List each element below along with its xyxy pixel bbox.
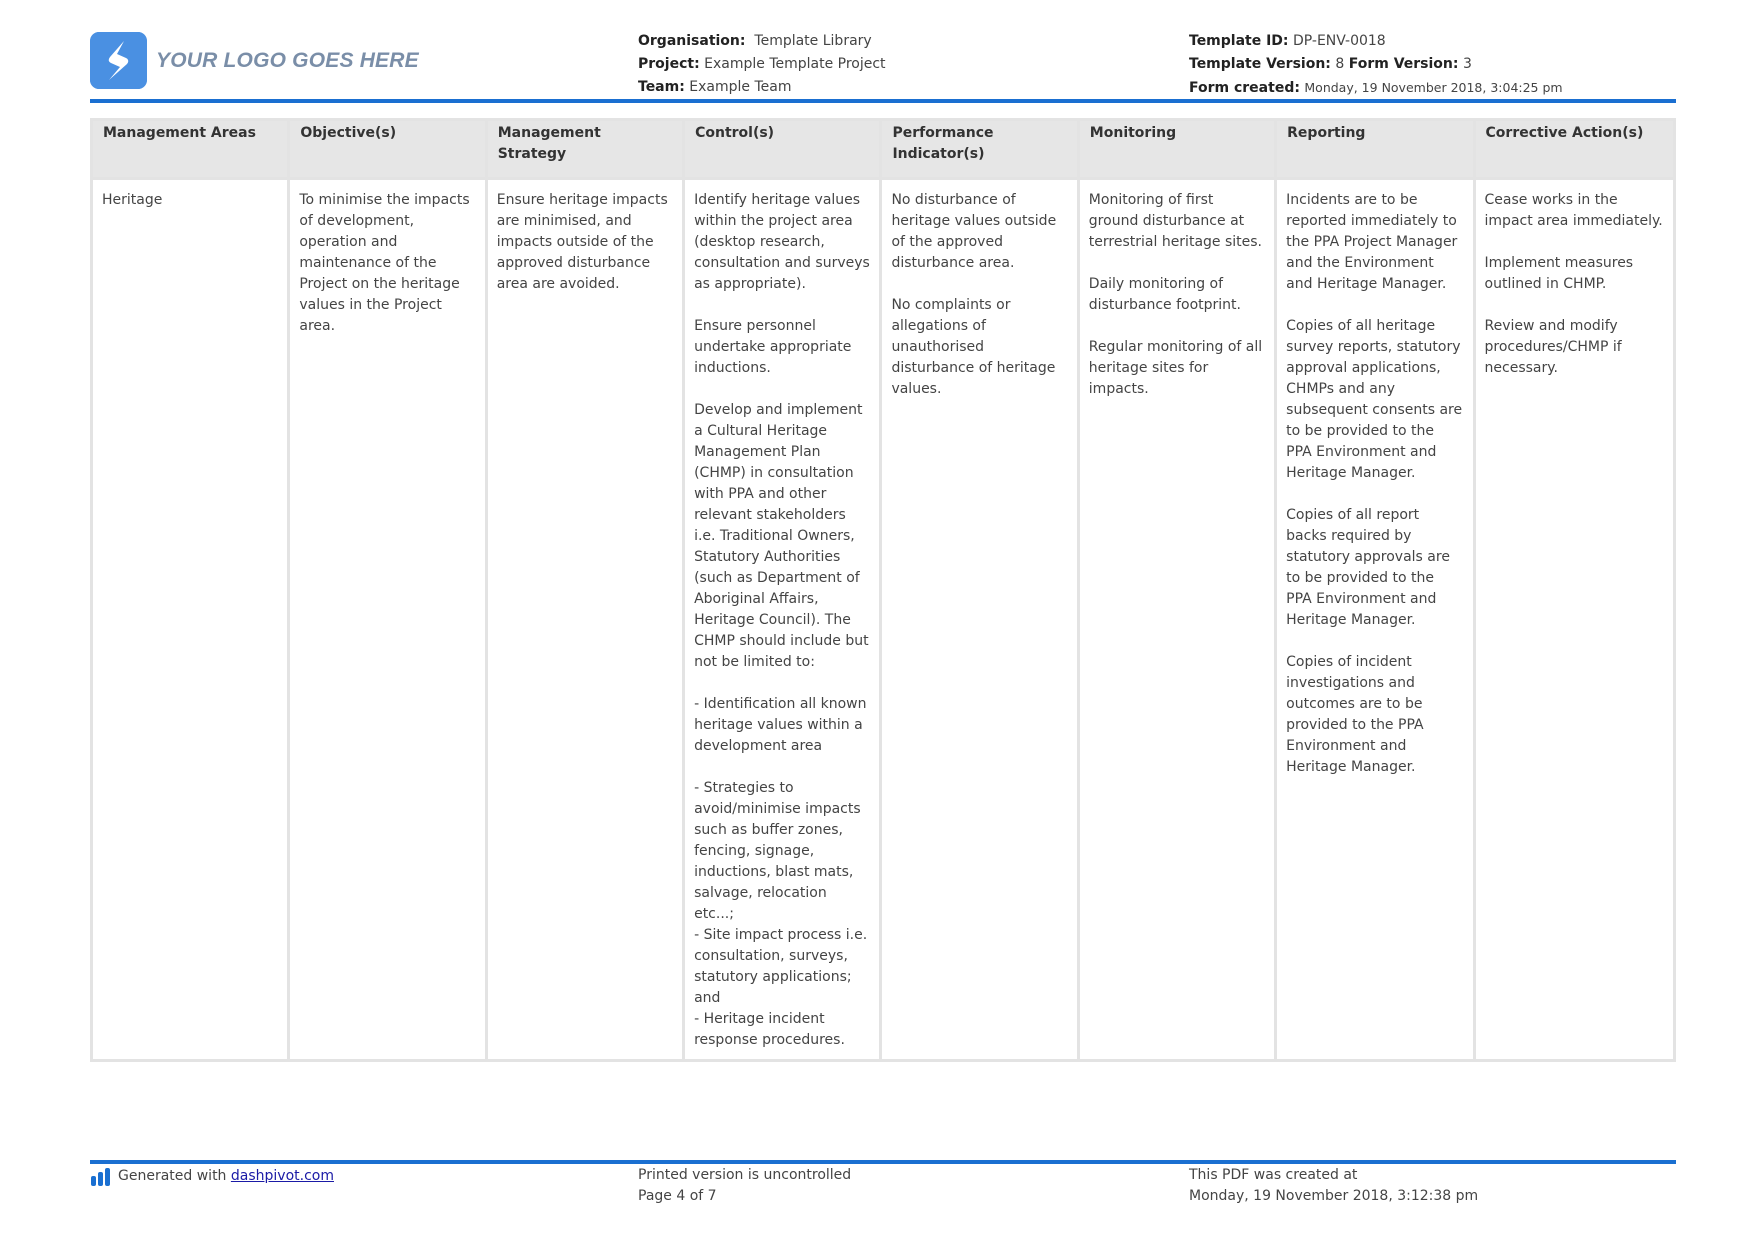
pdf-created-label: This PDF was created at bbox=[1189, 1167, 1358, 1183]
form-created-row bbox=[1189, 76, 1563, 100]
table-row bbox=[92, 179, 1675, 1061]
dashpivot-icon bbox=[90, 1167, 112, 1187]
form-created-label: Form created: bbox=[1189, 80, 1300, 96]
column-header: Management Areas bbox=[92, 120, 289, 179]
table-cell-reporting: Incidents are to be reported immediately to the PPA Project Manager and the Environment and Heritage Manager. Copies of all heritage survey reports, statutory approval applications, CHMPs and any subsequent consents are to be provided to the PPA Environment and Heritage Manager. Copies of all report backs required by statutory approvals are to be provided to the PPA Environment and Heritage Manager. Copies of incident investigations and outcomes are to be provided to the PPA Environment and Heritage Manager. bbox=[1276, 179, 1474, 1061]
template-version-value: 8 bbox=[1335, 56, 1345, 72]
footer-center bbox=[638, 1165, 851, 1207]
column-header: Corrective Action(s) bbox=[1474, 120, 1674, 179]
header-meta-center bbox=[638, 30, 886, 99]
organisation-label: Organisation: bbox=[638, 33, 746, 49]
column-header: Control(s) bbox=[684, 120, 881, 179]
project-row bbox=[638, 53, 886, 76]
form-created-value: Monday, 19 November 2018, 3:04:25 pm bbox=[1304, 80, 1563, 95]
table-header-row bbox=[92, 120, 1675, 179]
generated-prefix: Generated with bbox=[118, 1167, 227, 1184]
logo-icon bbox=[90, 32, 147, 89]
page-number: Page 4 of 7 bbox=[638, 1188, 717, 1204]
table-cell-performance-indicators: No disturbance of heritage values outside of the approved disturbance area. No complaints or allegations of unauthorised disturbance of heritage values. bbox=[881, 179, 1078, 1061]
organisation-value: Template Library bbox=[754, 33, 872, 49]
form-version-label: Form Version: bbox=[1348, 56, 1459, 72]
table-cell-corrective-actions: Cease works in the impact area immediately. Implement measures outlined in CHMP. Review and modify procedures/CHMP if necessary. bbox=[1474, 179, 1674, 1061]
logo bbox=[90, 32, 419, 89]
pdf-created-value: Monday, 19 November 2018, 3:12:38 pm bbox=[1189, 1188, 1479, 1204]
template-id-value: DP-ENV-0018 bbox=[1292, 33, 1386, 49]
project-label: Project: bbox=[638, 56, 700, 72]
team-value: Example Team bbox=[689, 79, 792, 95]
version-row bbox=[1189, 53, 1563, 76]
column-header: Monitoring bbox=[1078, 120, 1275, 179]
table-cell-objectives: To minimise the impacts of development, operation and maintenance of the Project on the heritage values in the Project area. bbox=[289, 179, 486, 1061]
header-divider bbox=[90, 99, 1676, 103]
project-value: Example Template Project bbox=[704, 56, 886, 72]
column-header: Management Strategy bbox=[486, 120, 683, 179]
column-header: Performance Indicator(s) bbox=[881, 120, 1078, 179]
table-cell-management-area: Heritage bbox=[92, 179, 289, 1061]
organisation-row bbox=[638, 30, 886, 53]
dashpivot-link[interactable]: dashpivot.com bbox=[230, 1167, 334, 1184]
template-id-label: Template ID: bbox=[1189, 33, 1289, 49]
footer-right bbox=[1189, 1165, 1478, 1207]
team-row bbox=[638, 76, 886, 99]
page-header bbox=[90, 28, 1676, 100]
footer-divider bbox=[90, 1160, 1676, 1164]
header-meta-right bbox=[1189, 30, 1563, 100]
form-version-value: 3 bbox=[1462, 56, 1472, 72]
template-id-row bbox=[1189, 30, 1563, 53]
generated-with bbox=[90, 1165, 334, 1187]
template-version-label: Template Version: bbox=[1189, 56, 1331, 72]
table-cell-monitoring: Monitoring of first ground disturbance at terrestrial heritage sites. Daily monitoring of disturbance footprint. Regular monitoring of all heritage sites for impacts. bbox=[1078, 179, 1275, 1061]
page-footer bbox=[90, 1165, 1676, 1215]
uncontrolled-notice: Printed version is uncontrolled bbox=[638, 1167, 852, 1183]
table-cell-controls: Identify heritage values within the project area (desktop research, consultation and surveys as appropriate). Ensure personnel undertake appropriate inductions. Develop and implement a Cultural Heritage Management Plan (CHMP) in consultation with PPA and other relevant stakeholders i.e. Traditional Owners, Statutory Authorities (such as Department of Aboriginal Affairs, Heritage Council). The CHMP should include but not be limited to: - Identification all known heritage values within a development area - Strategies to avoid/minimise impacts such as buffer zones, fencing, signage, inductions, blast mats, salvage, relocation etc...; - Site impact process i.e. consultation, surveys, statutory applications; and - Heritage incident response procedures. bbox=[684, 179, 881, 1061]
team-label: Team: bbox=[638, 79, 685, 95]
column-header: Objective(s) bbox=[289, 120, 486, 179]
logo-text: YOUR LOGO GOES HERE bbox=[156, 48, 419, 72]
table-cell-management-strategy: Ensure heritage impacts are minimised, and impacts outside of the approved disturbance area are avoided. bbox=[486, 179, 683, 1061]
column-header: Reporting bbox=[1276, 120, 1474, 179]
management-table bbox=[90, 118, 1676, 1062]
